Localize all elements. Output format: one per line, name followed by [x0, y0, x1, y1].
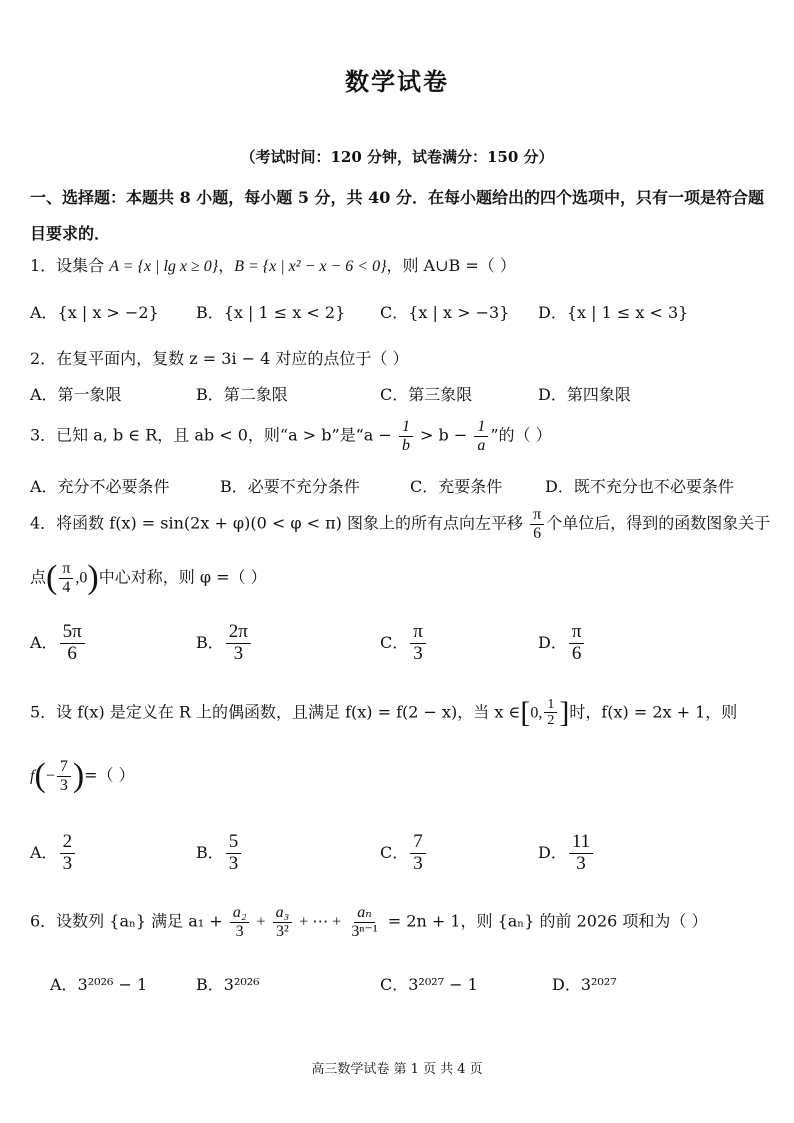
q3-stem-b: > b −: [420, 425, 468, 445]
q6-option-b[interactable]: B．3²⁰²⁶: [196, 975, 260, 994]
option-label: A．: [30, 842, 58, 862]
argument-fraction: [57, 758, 71, 794]
fraction-numerator: 5: [226, 832, 242, 854]
page-footer: 高三数学试卷 第 1 页 共 4 页: [311, 1062, 483, 1077]
fraction-denominator: b: [401, 436, 410, 454]
question-2: 2．在复平面内，复数 z = 3i − 4 对应的点位于（ ）: [30, 349, 409, 368]
q5-stem-a: 5．设 f(x) 是定义在 R 上的偶函数，且满足 f(x) = f(2 − x)，当 x ∈: [30, 702, 521, 722]
q6-option-a[interactable]: A．3²⁰²⁶ − 1: [50, 975, 148, 994]
q1-option-a[interactable]: A．{x | x > −2}: [30, 303, 159, 322]
q6-term-n: [348, 904, 380, 940]
fraction-denominator: 3: [62, 852, 73, 874]
fraction-denominator: 6: [67, 642, 77, 664]
option-label: A．: [30, 632, 58, 652]
question-6: [30, 904, 707, 940]
left-paren: (: [46, 559, 58, 597]
negative-sign: −: [45, 767, 55, 785]
question-1-number: 1．设集合: [30, 256, 110, 275]
q1-option-b[interactable]: B．{x | 1 ≤ x < 2}: [196, 303, 346, 322]
fraction-numerator: 7: [410, 832, 426, 854]
exam-meta: （考试时间：120 分钟，试卷满分：150 分）: [240, 148, 554, 166]
fraction-numerator: π: [59, 560, 73, 579]
option-fraction: [569, 622, 585, 665]
q4-line2-a: 点: [30, 567, 47, 587]
fraction-numerator: 1: [474, 418, 488, 437]
separator: ，: [218, 256, 235, 275]
plus-sign: +: [256, 913, 266, 931]
fraction-denominator: 3: [228, 852, 239, 874]
right-bracket: ]: [559, 695, 570, 729]
fraction-denominator: 3: [413, 852, 423, 874]
fraction-numerator: π: [410, 622, 426, 644]
fraction-denominator: 3: [235, 922, 244, 940]
fraction-numerator: 2π: [226, 622, 251, 644]
fraction-numerator: π: [569, 622, 585, 644]
option-fraction: [410, 622, 426, 665]
fraction-numerator: a₂: [230, 904, 250, 923]
fraction-numerator: a₃: [273, 904, 293, 923]
q6-term-2: [230, 904, 250, 940]
option-fraction: [226, 622, 251, 665]
option-label: D．: [538, 632, 567, 652]
left-paren: (: [34, 757, 46, 795]
q3-stem-c: ”的（ ）: [490, 425, 552, 445]
q4-stem-a: 4．将函数 f(x) = sin(2x + φ)(0 < φ < π) 图象上的所有点向左平移: [30, 513, 524, 533]
question-4-line-2: [30, 560, 267, 596]
option-label: B．: [196, 632, 224, 652]
option-fraction: [226, 832, 242, 875]
q4-stem-b: 个单位后，得到的函数图象关于: [546, 513, 771, 533]
q3-fraction-1: [399, 418, 413, 454]
option-fraction: [569, 832, 593, 875]
option-label: D．: [538, 842, 567, 862]
q4-option-a[interactable]: [30, 622, 87, 665]
fraction-denominator: 3: [413, 642, 423, 664]
fraction-numerator: 11: [569, 832, 593, 854]
q4-line2-b: 中心对称，则 φ =（ ）: [98, 567, 267, 587]
q5-option-c[interactable]: [380, 832, 428, 875]
question-5: [30, 697, 737, 729]
fraction-denominator: 3²: [275, 922, 289, 940]
fraction-denominator: a: [477, 436, 486, 454]
q5-option-b[interactable]: [196, 832, 243, 875]
q2-option-b[interactable]: B．第二象限: [196, 385, 288, 404]
fraction-denominator: 4: [62, 578, 71, 596]
left-bracket: [: [520, 695, 531, 729]
q3-option-c[interactable]: C．充要条件: [410, 477, 503, 496]
set-b: B = {x | x² − x − 6 < 0}: [234, 258, 387, 275]
interval-start: 0,: [530, 704, 543, 722]
q3-fraction-2: [474, 418, 488, 454]
function-f: f: [30, 767, 35, 785]
fraction-denominator: 3: [576, 852, 586, 874]
fraction-denominator: 3: [233, 642, 244, 664]
q3-option-b[interactable]: B．必要不充分条件: [220, 477, 360, 496]
option-fraction: [60, 622, 85, 665]
q4-option-c[interactable]: [380, 622, 428, 665]
option-label: C．: [380, 632, 409, 652]
fraction-denominator: 3: [59, 776, 68, 794]
q1-option-d[interactable]: D．{x | 1 ≤ x < 3}: [538, 303, 689, 322]
set-a: A = {x | lg x ≥ 0}: [109, 258, 219, 275]
fraction-numerator: 1: [544, 697, 557, 713]
q3-option-a[interactable]: A．充分不必要条件: [30, 477, 170, 496]
fraction-denominator: 2: [547, 713, 555, 729]
question-3: [30, 418, 552, 454]
q3-option-d[interactable]: D．既不充分也不必要条件: [545, 477, 734, 496]
right-paren: ): [87, 559, 99, 597]
fraction-numerator: 2: [60, 832, 76, 854]
page-title: 数学试卷: [345, 67, 449, 96]
q2-option-a[interactable]: A．第一象限: [30, 385, 122, 404]
question-1: [30, 253, 516, 276]
q4-option-d[interactable]: [538, 622, 586, 665]
q2-option-c[interactable]: C．第三象限: [380, 385, 473, 404]
option-fraction: [410, 832, 426, 875]
question-4: [30, 506, 770, 542]
q5-stem-b: 时，f(x) = 2x + 1，则: [569, 702, 738, 722]
fraction-denominator: 6: [533, 524, 542, 542]
q4-shift-fraction: [530, 506, 544, 542]
q6-stem-a: 6．设数列 {aₙ} 满足 a₁ +: [30, 911, 223, 931]
fraction-denominator: 3ⁿ⁻¹: [351, 922, 378, 940]
option-label: B．: [196, 842, 224, 862]
fraction-numerator: 1: [399, 418, 413, 437]
q1-option-c[interactable]: C．{x | x > −3}: [380, 303, 510, 322]
q5-line2-b: =（ ）: [84, 765, 135, 785]
q6-term-3: [273, 904, 293, 940]
q2-option-d[interactable]: D．第四象限: [538, 385, 631, 404]
interval-fraction: [544, 697, 557, 729]
fraction-denominator: 6: [571, 642, 582, 664]
q6-option-d[interactable]: D．3²⁰²⁷: [552, 975, 617, 994]
q5-option-d[interactable]: [538, 832, 595, 875]
fraction-numerator: aₙ: [354, 904, 374, 923]
option-fraction: [60, 832, 76, 875]
ellipsis-sum: + ⋯ +: [299, 913, 342, 931]
fraction-numerator: 7: [57, 758, 71, 777]
question-5-line-2: [30, 758, 135, 794]
q4-point-fraction: [59, 560, 73, 596]
question-1-ask: ，则 A∪B =（ ）: [386, 256, 516, 275]
point-tail: ,0: [75, 569, 88, 587]
q3-stem-a: 3．已知 a, b ∈ R，且 ab < 0，则“a > b”是“a −: [30, 425, 392, 445]
fraction-numerator: π: [530, 506, 544, 525]
q6-option-c[interactable]: C．3²⁰²⁷ − 1: [380, 975, 478, 994]
fraction-numerator: 5π: [60, 622, 85, 644]
q6-stem-b: = 2n + 1，则 {aₙ} 的前 2026 项和为（ ）: [387, 911, 708, 931]
q4-option-b[interactable]: [196, 622, 253, 665]
right-paren: ): [72, 757, 85, 795]
option-label: C．: [380, 842, 409, 862]
q5-option-a[interactable]: [30, 832, 77, 875]
section-heading: 一、选择题：本题共 8 小题，每小题 5 分，共 40 分．在每小题给出的四个选项中，只有一项是符合题目要求的．: [30, 188, 764, 243]
